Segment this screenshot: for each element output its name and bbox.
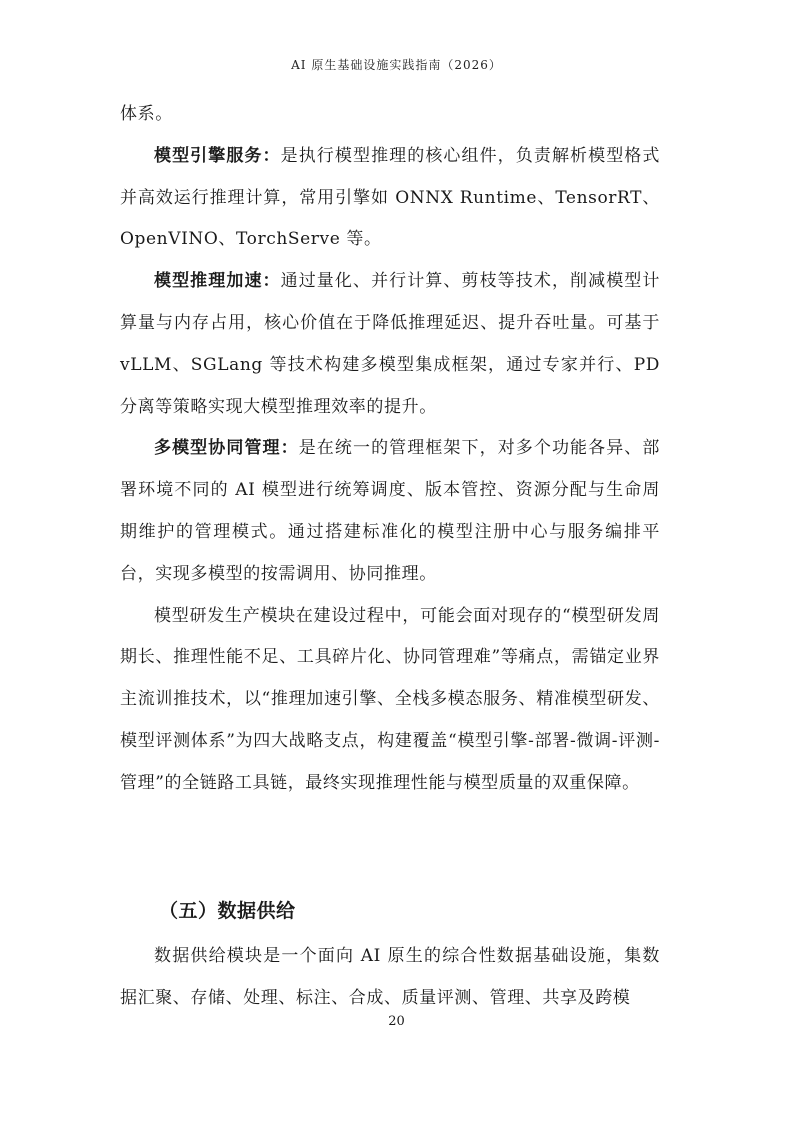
page-number: 20 xyxy=(388,1014,405,1029)
paragraph-inference-acceleration xyxy=(120,261,660,428)
paragraph-text: 通过量化、并行计算、剪枝等技术，削减模型计算量与内存占用，核心价值在于降低推理延迟、提升吞吐量。可基于 vLLM、SGLang 等技术构建多模型集成框架，通过专家并行、PD 分离等策略实现大模型推理效率的提升。 xyxy=(120,271,660,417)
paragraph-text: 体系。 xyxy=(120,104,173,124)
section-body xyxy=(120,936,660,1020)
term-label: 多模型协同管理： xyxy=(154,438,299,459)
paragraph-summary xyxy=(120,596,660,805)
paragraph-text: 模型研发生产模块在建设过程中，可能会面对现存的“模型研发周期长、推理性能不足、工具碎片化、协同管理难”等痛点，需锚定业界主流训推技术，以“推理加速引擎、全栈多模态服务、精准模型研发、模型评测体系”为四大战略支点，构建覆盖“模型引擎-部署-微调-评测-管理”的全链路工具链，最终实现推理性能与模型质量的双重保障。 xyxy=(120,605,660,793)
running-header: AI 原生基础设施实践指南（2026） xyxy=(291,58,502,72)
paragraph-model-engine xyxy=(120,136,660,261)
paragraph-multi-model-management xyxy=(120,428,660,595)
paragraph-continuation xyxy=(120,94,660,136)
term-label: 模型推理加速： xyxy=(154,271,281,292)
paragraph-text: 是在统一的管理框架下，对多个功能各异、部署环境不同的 AI 模型进行统筹调度、版本管控、资源分配与生命周期维护的管理模式。通过搭建标准化的模型注册中心与服务编排平台，实现多模型的按需调用、协同推理。 xyxy=(120,438,660,584)
term-label: 模型引擎服务： xyxy=(154,145,281,166)
section-heading: （五）数据供给 xyxy=(159,900,296,922)
paragraph-data-supply xyxy=(120,936,660,1020)
body-text xyxy=(120,94,660,805)
paragraph-text: 数据供给模块是一个面向 AI 原生的综合性数据基础设施，集数据汇聚、存储、处理、标注、合成、质量评测、管理、共享及跨模 xyxy=(120,946,660,1008)
paragraph-text: 是执行模型推理的核心组件，负责解析模型格式并高效运行推理计算，常用引擎如 ONNX Runtime、TensorRT、OpenVINO、TorchServe 等。 xyxy=(120,145,660,250)
